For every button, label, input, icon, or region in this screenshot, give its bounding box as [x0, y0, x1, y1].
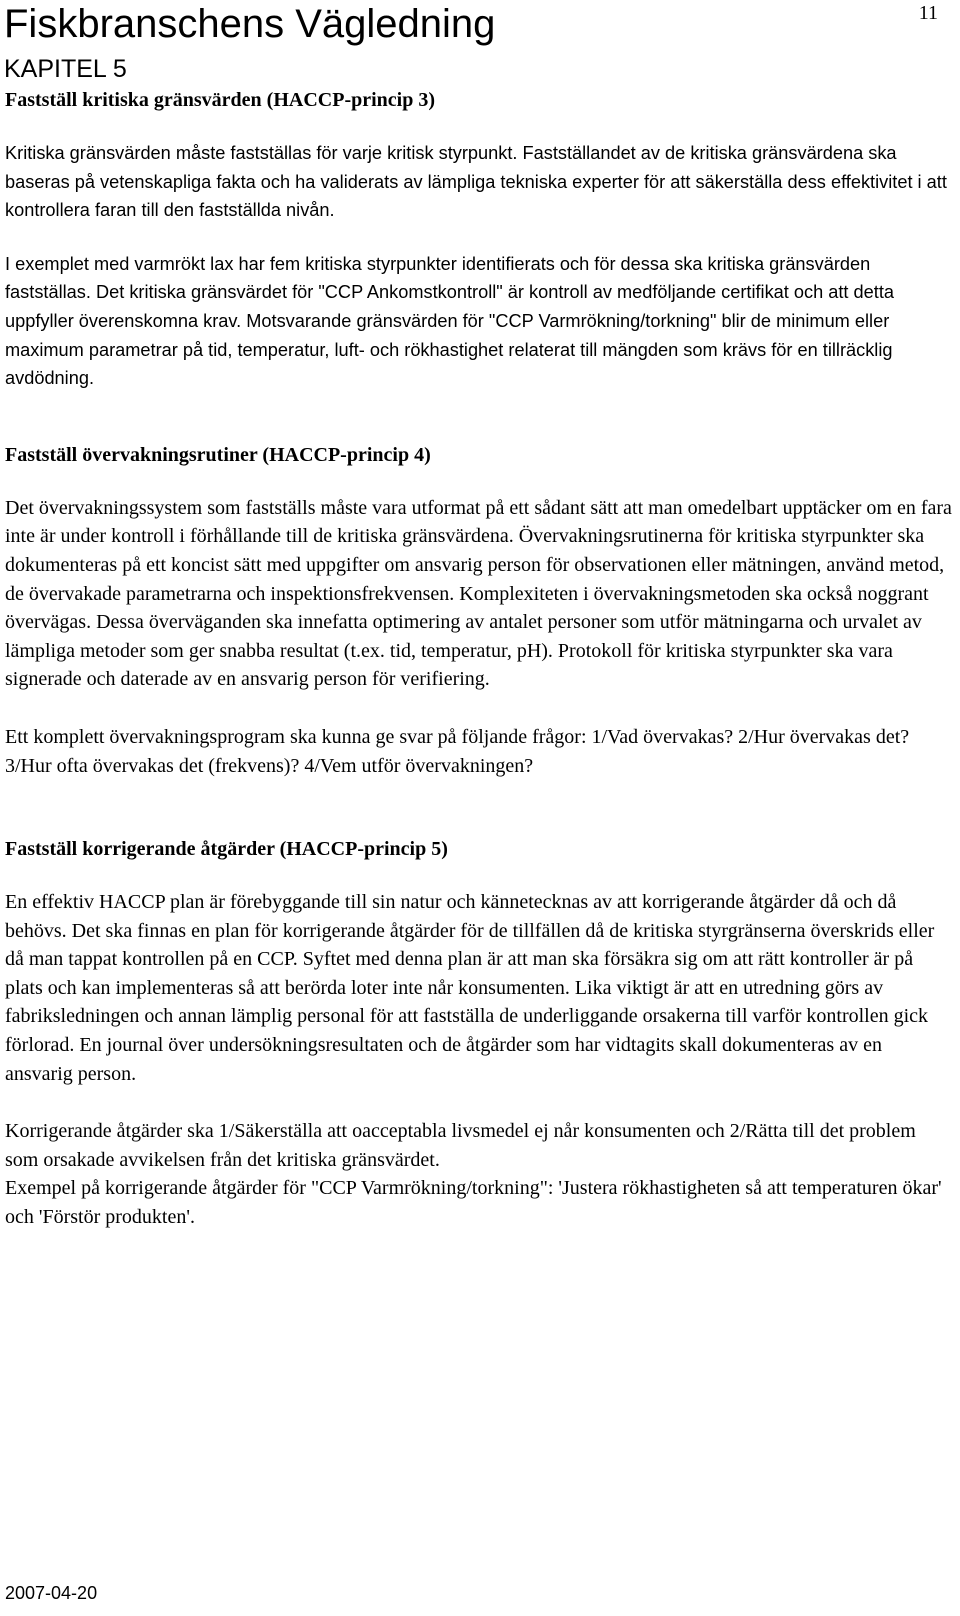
- paragraph-monitoring-questions: Ett komplett övervakningsprogram ska kunna ge svar på följande frågor: 1/Vad övervakas? 2/Hur övervakas det? 3/Hur ofta övervakas det (frekvens)? 4/Vem utför övervakningen?: [5, 725, 910, 777]
- section-heading-critical-limits: Fastställ kritiska gränsvärden (HACCP-princip 3): [5, 89, 435, 111]
- paragraph-corrective-intro: En effektiv HACCP plan är förebyggande till sin natur och kännetecknas av att korrigerande åtgärder då och då behövs. Det ska finnas en plan för korrigerande åtgärder för de tillfällen då de kritiska styrgränserna överskrids eller då man tappat kontrollen på en CCP. Syftet med denna plan är att man ska försäkra sig om att rätt kontroller är på plats och kan implementeras så att berörda loter inte når konsumenten. Lika viktigt är att en utredning görs av fabriksledningen och annan lämplig personal för att fastställa de underliggande orsakerna till varför kontrollen gick förlorad. En journal över undersökningsresultaten och de åtgärder som har vidtagits skall dokumenteras av en ansvarig person.: [5, 891, 935, 1085]
- section-heading-corrective-actions: Fastställ korrigerande åtgärder (HACCP-princip 5): [5, 838, 448, 861]
- chapter-label: KAPITEL 5: [4, 55, 127, 83]
- footer-date: 2007-04-20: [5, 1583, 98, 1603]
- document-title: Fiskbranschens Vägledning: [4, 2, 496, 46]
- paragraph-critical-limits-example: I exemplet med varmrökt lax har fem kritiska styrpunkter identifierats och för dessa ska kritiska gränsvärden fastställas. Det kritiska gränsvärdet för "CCP Ankomstkontroll" är kontroll av medföljande certifikat och att detta uppfyller överenskomna krav. Motsvarande gränsvärden för "CCP Varmrökning/torkning" blir de minimum eller maximum parametrar på tid, temperatur, luft- och rökhastighet relaterat till mängden som krävs för en tillräcklig avdödning.: [5, 253, 894, 389]
- paragraph-corrective-example: Exempel på korrigerande åtgärder för "CCP Varmrökning/torkning": 'Justera rökhastigheten så att temperaturen ökar' och 'Förstör produkten'.: [5, 1177, 942, 1229]
- paragraph-monitoring-intro: Det övervakningssystem som fastställs måste vara utformat på ett sådant sätt att man omedelbart upptäcker om en fara inte är under kontroll i förhållande till de kritiska gränsvärdena. Övervakningsrutinerna för kritiska styrpunkter ska dokumenteras på ett koncist sätt med uppgifter om ansvarig person för observationen eller mätningen, använd metod, de övervakade parametrarna och inspektionsfrekvensen. Komplexiteten i övervakningsmetoden ska också noggrant övervägas. Dessa överväganden ska innefatta optimering av antalet personer som utför mätningarna och urvalet av lämpliga metoder som ger snabba resultat (t.ex. tid, temperatur, pH). Protokoll för kritiska styrpunkter ska vara signerade och daterade av en ansvarig person för verifiering.: [5, 496, 952, 691]
- paragraph-corrective-goals: Korrigerande åtgärder ska 1/Säkerställa att oacceptabla livsmedel ej når konsumenten och 2/Rätta till det problem som orsakade avvikelsen från det kritiska gränsvärdet.: [5, 1120, 916, 1171]
- section-heading-monitoring: Fastställ övervakningsrutiner (HACCP-princip 4): [5, 443, 431, 466]
- page-number: 11: [918, 2, 938, 24]
- document-body: [5, 86, 953, 1232]
- paragraph-critical-limits-intro: Kritiska gränsvärden måste fastställas för varje kritisk styrpunkt. Fastställandet av de kritiska gränsvärdena ska baseras på vetenskapliga fakta och ha validerats av lämpliga tekniska experter för att säkerställa dess effektivitet i att kontrollera faran till den fastställda nivån.: [5, 143, 947, 221]
